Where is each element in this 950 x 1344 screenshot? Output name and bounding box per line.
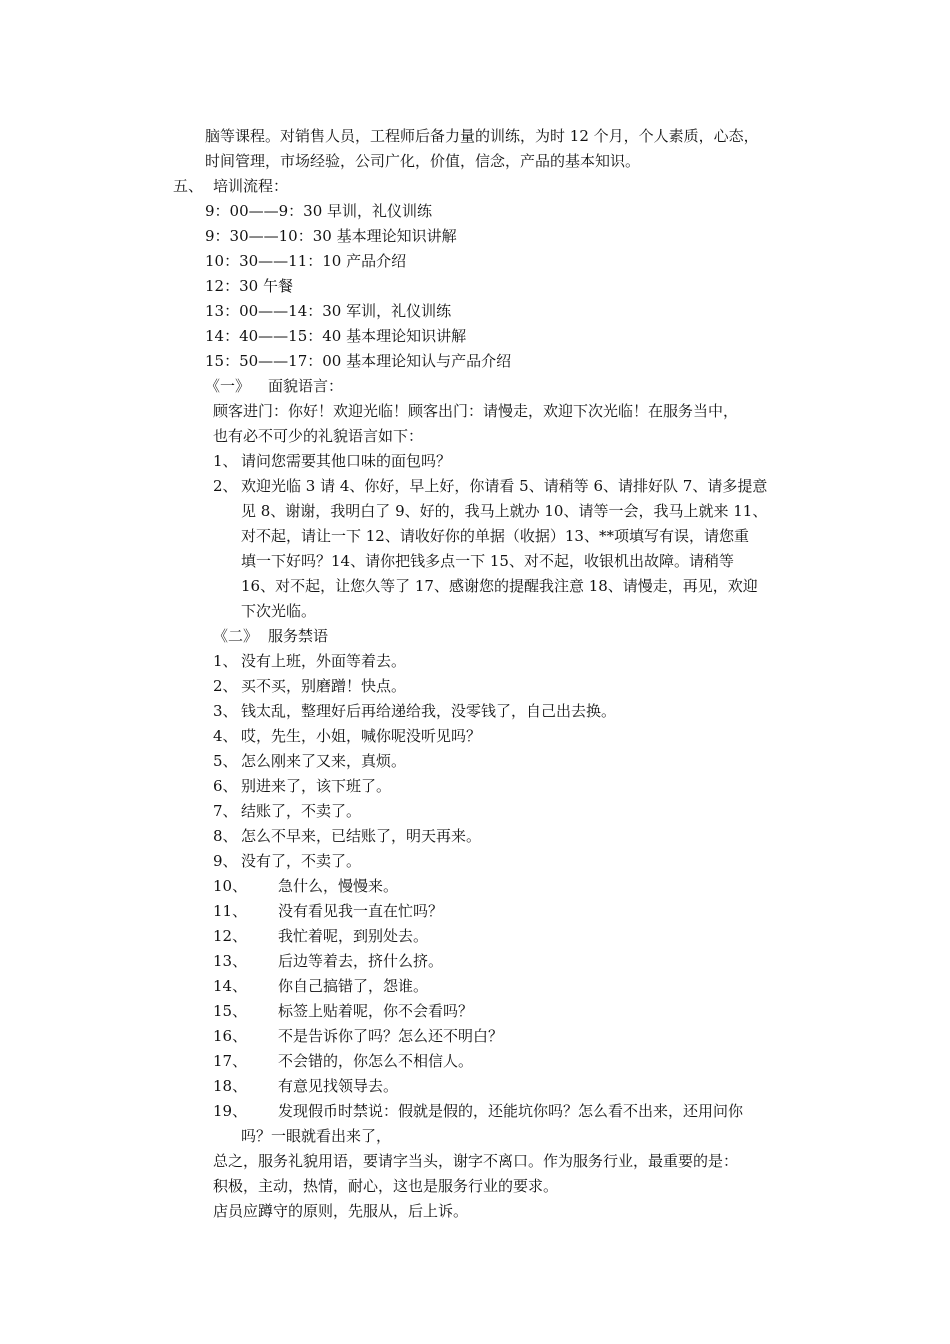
part1-heading-mark: 《一》	[205, 377, 251, 395]
section-title: 培训流程：	[213, 177, 289, 195]
list-item-number: 19、	[213, 1102, 248, 1120]
list-item-number: 17、	[213, 1052, 248, 1070]
list-item-number: 4、	[213, 727, 238, 745]
list-item-text: 发现假币时禁说：假就是假的，还能坑你吗？怎么看不出来，还用问你	[278, 1102, 744, 1120]
summary-line: 总之，服务礼貌用语，要请字当头，谢字不离口。作为服务行业，最重要的是：	[213, 1152, 739, 1170]
list-item-text: 没有了，不卖了。	[241, 852, 362, 870]
part1-paragraph-line: 也有必不可少的礼貌语言如下：	[213, 427, 424, 445]
schedule-item: 14：40——15：40 基本理论知识讲解	[205, 327, 467, 345]
list-item-number: 5、	[213, 752, 238, 770]
list-item-number: 1、	[213, 652, 238, 670]
polite-item-text: 见 8、谢谢，我明白了 9、好的，我马上就办 10、请等一会，我马上就来 11、	[241, 502, 768, 520]
list-item-number: 8、	[213, 827, 238, 845]
intro-line: 时间管理，市场经验，公司广化，价值，信念，产品的基本知识。	[205, 152, 641, 170]
list-item-number: 9、	[213, 852, 238, 870]
list-item-number: 12、	[213, 927, 248, 945]
polite-item-text: 欢迎光临 3 请 4、你好，早上好，你请看 5、请稍等 6、请排好队 7、请多提意	[241, 477, 768, 495]
list-item-number: 14、	[213, 977, 248, 995]
schedule-item: 9：30——10：30 基本理论知识讲解	[205, 227, 457, 245]
schedule-item: 12：30 午餐	[205, 277, 293, 295]
list-item-text: 急什么，慢慢来。	[278, 877, 399, 895]
list-item-number: 15、	[213, 1002, 248, 1020]
list-item-number: 6、	[213, 777, 238, 795]
polite-item-text: 16、对不起，让您久等了 17、感谢您的提醒我注意 18、请慢走，再见，欢迎	[241, 577, 758, 595]
closing-line: 店员应蹲守的原则，先服从，后上诉。	[213, 1202, 469, 1220]
list-item-text: 怎么不早来，已结账了，明天再来。	[241, 827, 482, 845]
polite-item-text: 填一下好吗？14、请你把钱多点一下 15、对不起，收银机出故障。请稍等	[241, 552, 734, 570]
polite-item-text: 请问您需要其他口味的面包吗？	[241, 452, 452, 470]
list-item-text: 有意见找领导去。	[278, 1077, 399, 1095]
list-item-text: 我忙着呢，到别处去。	[278, 927, 429, 945]
polite-item-text: 对不起，请让一下 12、请收好你的单据（收据）13、**项填写有误，请您重	[241, 527, 749, 545]
list-item-text: 没有看见我一直在忙吗？	[278, 902, 444, 920]
list-item-text: 结账了，不卖了。	[241, 802, 362, 820]
list-item-text: 怎么刚来了又来，真烦。	[241, 752, 407, 770]
schedule-item: 10：30——11：10 产品介绍	[205, 252, 407, 270]
list-item-text: 没有上班，外面等着去。	[241, 652, 407, 670]
list-item-text: 不是告诉你了吗？怎么还不明白？	[278, 1027, 504, 1045]
list-item-number: 13、	[213, 952, 248, 970]
polite-item-text: 下次光临。	[241, 602, 317, 620]
list-item-number: 18、	[213, 1077, 248, 1095]
list-item-text: 后边等着去，挤什么挤。	[278, 952, 444, 970]
list-item-text: 标签上贴着呢，你不会看吗？	[278, 1002, 474, 1020]
list-item-number: 11、	[213, 902, 248, 920]
summary-line: 积极，主动，热情，耐心，这也是服务行业的要求。	[213, 1177, 559, 1195]
part2-heading-mark: 《二》	[213, 627, 259, 645]
section-number: 五、	[173, 177, 204, 195]
schedule-item: 9：00——9：30 早训，礼仪训练	[205, 202, 433, 220]
list-item-number: 16、	[213, 1027, 248, 1045]
intro-line: 脑等课程。对销售人员，工程师后备力量的训练，为时 12 个月，个人素质，心态，	[205, 127, 759, 145]
list-item-text: 哎，先生，小姐，喊你呢没听见吗？	[241, 727, 482, 745]
list-item-text-continued: 吗？一眼就看出来了，	[241, 1127, 392, 1145]
polite-item-number: 1、	[213, 452, 238, 470]
list-item-text: 买不买，别磨蹭！快点。	[241, 677, 407, 695]
list-item-number: 3、	[213, 702, 238, 720]
schedule-item: 13：00——14：30 军训，礼仪训练	[205, 302, 452, 320]
part2-heading-title: 服务禁语	[268, 627, 329, 645]
list-item-number: 7、	[213, 802, 238, 820]
schedule-item: 15：50——17：00 基本理论知认与产品介绍	[205, 352, 512, 370]
list-item-text: 别进来了，该下班了。	[241, 777, 392, 795]
part1-paragraph-line: 顾客进门：你好！欢迎光临！顾客出门：请慢走，欢迎下次光临！在服务当中，	[213, 402, 739, 420]
list-item-number: 2、	[213, 677, 238, 695]
list-item-number: 10、	[213, 877, 248, 895]
list-item-text: 不会错的，你怎么不相信人。	[278, 1052, 474, 1070]
part1-heading-title: 面貌语言：	[268, 377, 344, 395]
list-item-text: 你自己搞错了，怨谁。	[278, 977, 429, 995]
list-item-text: 钱太乱，整理好后再给递给我，没零钱了，自己出去换。	[241, 702, 617, 720]
polite-item-number: 2、	[213, 477, 238, 495]
